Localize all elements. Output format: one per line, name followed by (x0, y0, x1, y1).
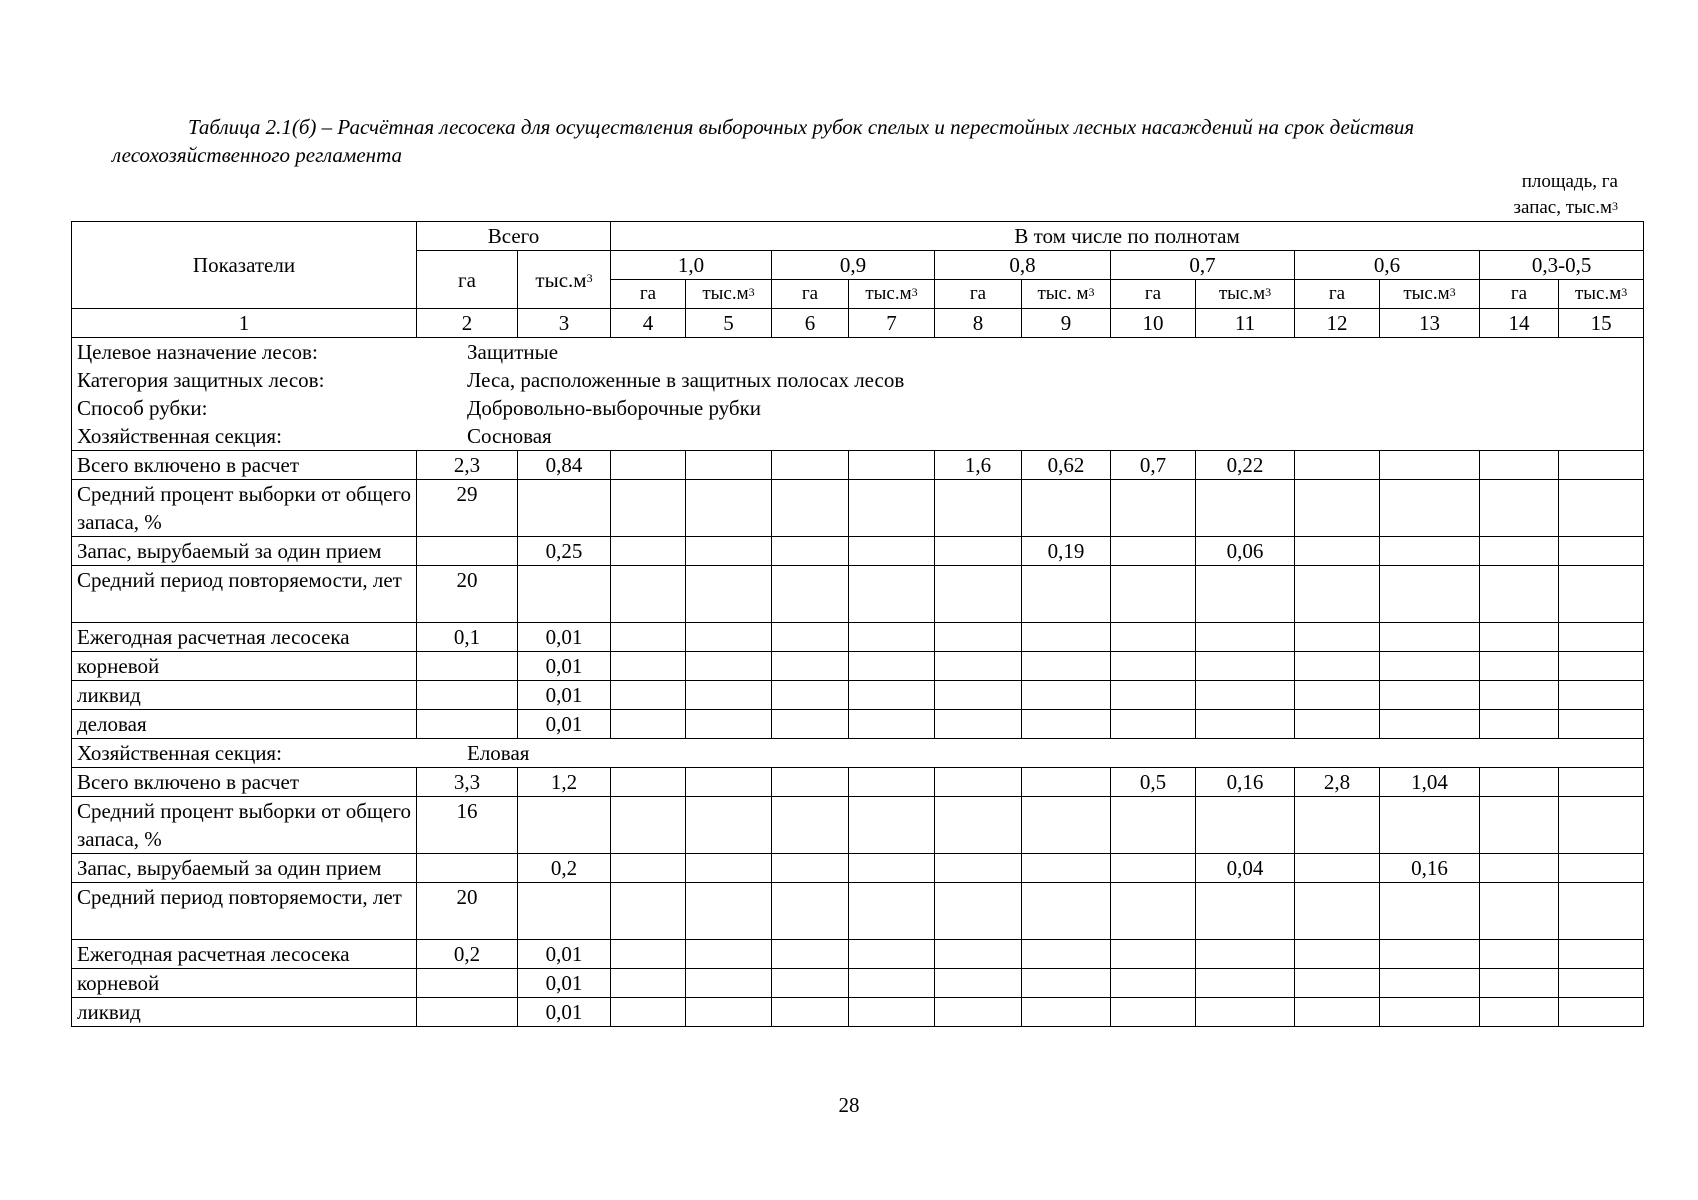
column-number: 6 (772, 309, 849, 338)
info-purpose: Целевое назначение лесов: Защитные (77, 340, 559, 364)
table-cell (1559, 652, 1644, 681)
table-cell (1196, 681, 1295, 710)
column-number: 15 (1559, 309, 1644, 338)
table-cell (1022, 710, 1111, 739)
table-cell (1380, 566, 1480, 623)
table-cell (417, 681, 518, 710)
table-cell (1380, 883, 1480, 940)
table-cell (686, 681, 772, 710)
table-cell (1111, 710, 1196, 739)
cutting-area-table (71, 221, 1644, 1027)
header-ga: га (1480, 280, 1559, 309)
table-row (72, 969, 1644, 998)
table-cell (1480, 797, 1559, 854)
table-cell (1196, 940, 1295, 969)
header-stock: $тыс.м^3$ (849, 280, 935, 309)
table-cell: 1,2 (518, 768, 611, 797)
table-cell (611, 537, 686, 566)
table-cell (1111, 998, 1196, 1027)
column-number: 8 (935, 309, 1022, 338)
table-cell (1196, 797, 1295, 854)
table-cell (1559, 537, 1644, 566)
table-cell (1196, 652, 1295, 681)
table-cell (935, 998, 1022, 1027)
table-cell (772, 537, 849, 566)
column-number: 4 (611, 309, 686, 338)
table-cell: 0,16 (1380, 854, 1480, 883)
column-number: 5 (686, 309, 772, 338)
table-cell (1295, 681, 1380, 710)
table-cell (611, 652, 686, 681)
table-cell (1022, 566, 1111, 623)
table-cell (518, 566, 611, 623)
table-cell (1295, 451, 1380, 480)
table-cell: 0,19 (1022, 537, 1111, 566)
table-cell (1559, 940, 1644, 969)
header-stock: $тыс.м^3$ (1380, 280, 1480, 309)
table-cell (1480, 566, 1559, 623)
table-cell (849, 883, 935, 940)
table-cell (935, 797, 1022, 854)
table-cell (1295, 998, 1380, 1027)
table-cell (1196, 623, 1295, 652)
table-cell (1022, 969, 1111, 998)
table-cell (611, 883, 686, 940)
table-body (72, 338, 1644, 1027)
table-cell: 3,3 (417, 768, 518, 797)
table-cell (1022, 652, 1111, 681)
row-label: Запас, вырубаемый за один прием (72, 854, 417, 883)
table-cell (686, 710, 772, 739)
table-cell (1111, 566, 1196, 623)
table-cell (849, 797, 935, 854)
table-cell (935, 480, 1022, 537)
table-cell: 0,62 (1022, 451, 1111, 480)
table-cell (1295, 652, 1380, 681)
table-row (72, 566, 1644, 623)
header-total: Всего (417, 222, 611, 251)
table-cell (1480, 480, 1559, 537)
table-cell (1380, 998, 1480, 1027)
table-cell (1022, 797, 1111, 854)
table-cell (1559, 623, 1644, 652)
table-cell (1022, 998, 1111, 1027)
table-cell (686, 566, 772, 623)
units-area: площадь, га (1521, 171, 1618, 192)
table-cell: 16 (417, 797, 518, 854)
table-cell (772, 710, 849, 739)
table-cell (686, 883, 772, 940)
table-row (72, 768, 1644, 797)
table-cell: 0,01 (518, 681, 611, 710)
table-cell (611, 940, 686, 969)
table-cell (1111, 652, 1196, 681)
spruce-section: Хозяйственная секция: Еловая (72, 739, 1644, 768)
table-row (72, 652, 1644, 681)
table-cell (935, 652, 1022, 681)
table-cell (772, 940, 849, 969)
row-label: ликвид (72, 998, 417, 1027)
table-cell: 20 (417, 883, 518, 940)
row-label: Всего включено в расчет (72, 451, 417, 480)
table-cell (1196, 883, 1295, 940)
table-cell (849, 537, 935, 566)
table-cell (686, 623, 772, 652)
table-cell (772, 451, 849, 480)
table-cell (1111, 681, 1196, 710)
table-cell: 0,01 (518, 652, 611, 681)
table-cell: 0,01 (518, 969, 611, 998)
header-ga: га (1295, 280, 1380, 309)
info-category: Категория защитных лесов: Леса, расположенные в защитных полосах лесов (77, 368, 905, 392)
table-cell (849, 480, 935, 537)
caption-line-1: Таблица 2.1(б) – Расчётная лесосека для осуществления выборочных рубок спелых и перестойных лесных насаждений на срок действия (188, 115, 1415, 139)
table-cell (1022, 681, 1111, 710)
table-row (72, 537, 1644, 566)
table-cell (935, 623, 1022, 652)
table-cell (1559, 883, 1644, 940)
table-cell (1295, 854, 1380, 883)
page-number: 28 (838, 1093, 860, 1117)
table-cell (686, 537, 772, 566)
table-cell (849, 854, 935, 883)
table-cell: 0,2 (417, 940, 518, 969)
table-cell (1196, 566, 1295, 623)
table-cell (1380, 940, 1480, 969)
table-cell (1196, 710, 1295, 739)
column-numbers-row (72, 309, 1644, 338)
table-cell: 29 (417, 480, 518, 537)
table-cell (772, 652, 849, 681)
table-cell (611, 998, 686, 1027)
units-note (1514, 169, 1619, 221)
table-cell (1559, 969, 1644, 998)
table-cell (772, 998, 849, 1027)
table-cell (1196, 998, 1295, 1027)
table-cell (1380, 710, 1480, 739)
table-cell (849, 566, 935, 623)
table-cell: 0,84 (518, 451, 611, 480)
table-cell: 0,22 (1196, 451, 1295, 480)
table-cell (1380, 537, 1480, 566)
table-cell: 0,01 (518, 710, 611, 739)
table-cell (686, 998, 772, 1027)
table-cell (611, 854, 686, 883)
section-row-spruce (72, 739, 1644, 768)
table-cell (686, 480, 772, 537)
table-cell (417, 652, 518, 681)
table-cell (417, 854, 518, 883)
table-cell (518, 480, 611, 537)
column-number: 14 (1480, 309, 1559, 338)
table-cell (1480, 969, 1559, 998)
table-cell: 0,25 (518, 537, 611, 566)
table-cell (686, 854, 772, 883)
column-number: 11 (1196, 309, 1295, 338)
header-density: 1,0 (611, 251, 772, 280)
table-cell (1380, 797, 1480, 854)
table-cell (1111, 940, 1196, 969)
table-cell: 0,04 (1196, 854, 1295, 883)
table-cell (772, 768, 849, 797)
table-cell (849, 710, 935, 739)
table-row (72, 883, 1644, 940)
table-cell: 0,01 (518, 623, 611, 652)
table-cell (772, 883, 849, 940)
table-cell (611, 768, 686, 797)
table-cell: 2,8 (1295, 768, 1380, 797)
table-cell (1022, 480, 1111, 537)
table-cell (1022, 883, 1111, 940)
info-block (72, 338, 1644, 451)
table-cell (417, 710, 518, 739)
table-cell (849, 623, 935, 652)
header-by-density: В том числе по полнотам (611, 222, 1644, 251)
table-cell (417, 969, 518, 998)
row-label: Средний процент выборки от общего запаса, % (72, 797, 417, 854)
column-number: 1 (72, 309, 417, 338)
table-cell (1480, 710, 1559, 739)
table-cell (1022, 940, 1111, 969)
table-cell (1295, 537, 1380, 566)
table-cell (1111, 883, 1196, 940)
table-cell (611, 969, 686, 998)
header-stock: тыс. $м^3$ (1022, 280, 1111, 309)
table-cell (1559, 998, 1644, 1027)
caption-line-2: лесохозяйственного регламента (112, 143, 402, 167)
table-cell (686, 451, 772, 480)
table-row (72, 451, 1644, 480)
table-cell (1022, 768, 1111, 797)
table-cell (1111, 797, 1196, 854)
header-stock: $тыс.м^3$ (1559, 280, 1644, 309)
table-cell (1295, 480, 1380, 537)
table-row (72, 940, 1644, 969)
table-cell (1559, 710, 1644, 739)
table-cell (849, 451, 935, 480)
table-cell (1559, 854, 1644, 883)
table-cell (772, 480, 849, 537)
table-cell (935, 854, 1022, 883)
table-cell (935, 969, 1022, 998)
table-cell (1380, 623, 1480, 652)
header-stock: $тыс.м^3$ (1196, 280, 1295, 309)
table-cell (686, 940, 772, 969)
table-cell (1559, 566, 1644, 623)
table-cell (1022, 854, 1111, 883)
header-ga: га (611, 280, 686, 309)
row-label: Ежегодная расчетная лесосека (72, 623, 417, 652)
table-cell (686, 969, 772, 998)
table-cell (1559, 480, 1644, 537)
column-number: 3 (518, 309, 611, 338)
table-cell (686, 652, 772, 681)
header-ga: га (935, 280, 1022, 309)
table-cell (772, 681, 849, 710)
table-cell (417, 537, 518, 566)
row-label: Средний период повторяемости, лет (72, 566, 417, 623)
table-cell (935, 537, 1022, 566)
table-cell (1022, 623, 1111, 652)
header-ga: га (1111, 280, 1196, 309)
column-number: 10 (1111, 309, 1196, 338)
table-cell: 0,1 (417, 623, 518, 652)
row-label: Средний процент выборки от общего запаса, % (72, 480, 417, 537)
table-cell (1196, 969, 1295, 998)
table-cell (1380, 652, 1480, 681)
header-density: 0,6 (1295, 251, 1480, 280)
table-cell (772, 969, 849, 998)
table-cell (1559, 681, 1644, 710)
table-cell (1480, 451, 1559, 480)
table-cell (935, 566, 1022, 623)
table-cell (772, 797, 849, 854)
table-cell (611, 681, 686, 710)
table-cell (1380, 969, 1480, 998)
table-cell: 2,3 (417, 451, 518, 480)
column-number: 13 (1380, 309, 1480, 338)
header-stock: $тыс.м^3$ (686, 280, 772, 309)
table-cell (686, 768, 772, 797)
header-density: 0,3-0,5 (1480, 251, 1644, 280)
table-cell (518, 797, 611, 854)
table-cell (772, 623, 849, 652)
info-section: Хозяйственная секция: Сосновая (77, 424, 552, 448)
row-label: корневой (72, 969, 417, 998)
table-cell (611, 623, 686, 652)
table-cell (1480, 623, 1559, 652)
table-cell (1295, 623, 1380, 652)
table-cell (1380, 451, 1480, 480)
column-number: 9 (1022, 309, 1111, 338)
table-cell (849, 998, 935, 1027)
table-row (72, 998, 1644, 1027)
row-label: ликвид (72, 681, 417, 710)
table-cell (849, 940, 935, 969)
row-label: корневой (72, 652, 417, 681)
table-cell (1111, 480, 1196, 537)
table-cell (1295, 797, 1380, 854)
table-cell (935, 883, 1022, 940)
table-row (72, 710, 1644, 739)
row-label: Всего включено в расчет (72, 768, 417, 797)
table-cell (1480, 652, 1559, 681)
table-cell (1295, 969, 1380, 998)
table-cell (1111, 623, 1196, 652)
table-cell (1559, 451, 1644, 480)
row-label: деловая (72, 710, 417, 739)
table-row (72, 681, 1644, 710)
table-cell (935, 940, 1022, 969)
header-total-stock: $тыс.м^3$ (518, 251, 611, 309)
table-cell (772, 854, 849, 883)
table-cell (1480, 681, 1559, 710)
table-row (72, 623, 1644, 652)
table-cell (1480, 940, 1559, 969)
table-cell (1480, 854, 1559, 883)
table-cell (1295, 940, 1380, 969)
table-cell (935, 710, 1022, 739)
table-cell (849, 768, 935, 797)
table-cell (1480, 537, 1559, 566)
table-cell (518, 883, 611, 940)
table-cell: 0,06 (1196, 537, 1295, 566)
info-row (72, 338, 1644, 451)
table-cell (611, 566, 686, 623)
table-cell (1196, 480, 1295, 537)
header-indicators: Показатели (72, 222, 417, 309)
column-number: 7 (849, 309, 935, 338)
table-cell (1380, 480, 1480, 537)
table-cell (417, 998, 518, 1027)
row-label: Запас, вырубаемый за один прием (72, 537, 417, 566)
table-cell: 0,2 (518, 854, 611, 883)
row-label: Средний период повторяемости, лет (72, 883, 417, 940)
table-cell (611, 797, 686, 854)
table-cell (1111, 537, 1196, 566)
table-cell (849, 969, 935, 998)
table-cell (1295, 566, 1380, 623)
table-cell (1559, 797, 1644, 854)
table-cell (849, 652, 935, 681)
table-cell: 0,5 (1111, 768, 1196, 797)
table-cell: 0,7 (1111, 451, 1196, 480)
row-label: Ежегодная расчетная лесосека (72, 940, 417, 969)
table-cell (1295, 710, 1380, 739)
info-method: Способ рубки: Добровольно-выборочные рубки (77, 396, 762, 420)
table-cell (611, 710, 686, 739)
header-total-ga: га (417, 251, 518, 309)
table-cell (611, 451, 686, 480)
table-cell (1480, 883, 1559, 940)
header-density: 0,7 (1111, 251, 1295, 280)
table-cell (849, 681, 935, 710)
table-cell: 0,01 (518, 940, 611, 969)
table-cell (686, 797, 772, 854)
column-number: 2 (417, 309, 518, 338)
table-cell (935, 768, 1022, 797)
table-cell (1380, 681, 1480, 710)
table-cell (1295, 883, 1380, 940)
table-cell (1480, 768, 1559, 797)
table-cell (1111, 854, 1196, 883)
header-density: 0,8 (935, 251, 1111, 280)
header-density: 0,9 (772, 251, 935, 280)
table-cell (1111, 969, 1196, 998)
table-cell: 0,01 (518, 998, 611, 1027)
table-cell (772, 566, 849, 623)
column-number: 12 (1295, 309, 1380, 338)
units-stock: запас, $тыс.м^3$ (1513, 197, 1618, 218)
table-row (72, 480, 1644, 537)
table-cell: 20 (417, 566, 518, 623)
table-row (72, 854, 1644, 883)
table-cell (935, 681, 1022, 710)
table-caption (112, 113, 1612, 169)
table-cell (1559, 768, 1644, 797)
header-ga: га (772, 280, 849, 309)
table-cell: 1,6 (935, 451, 1022, 480)
table-row (72, 797, 1644, 854)
table-cell: 1,04 (1380, 768, 1480, 797)
table-cell (1480, 998, 1559, 1027)
table-cell: 0,16 (1196, 768, 1295, 797)
table-cell (611, 480, 686, 537)
